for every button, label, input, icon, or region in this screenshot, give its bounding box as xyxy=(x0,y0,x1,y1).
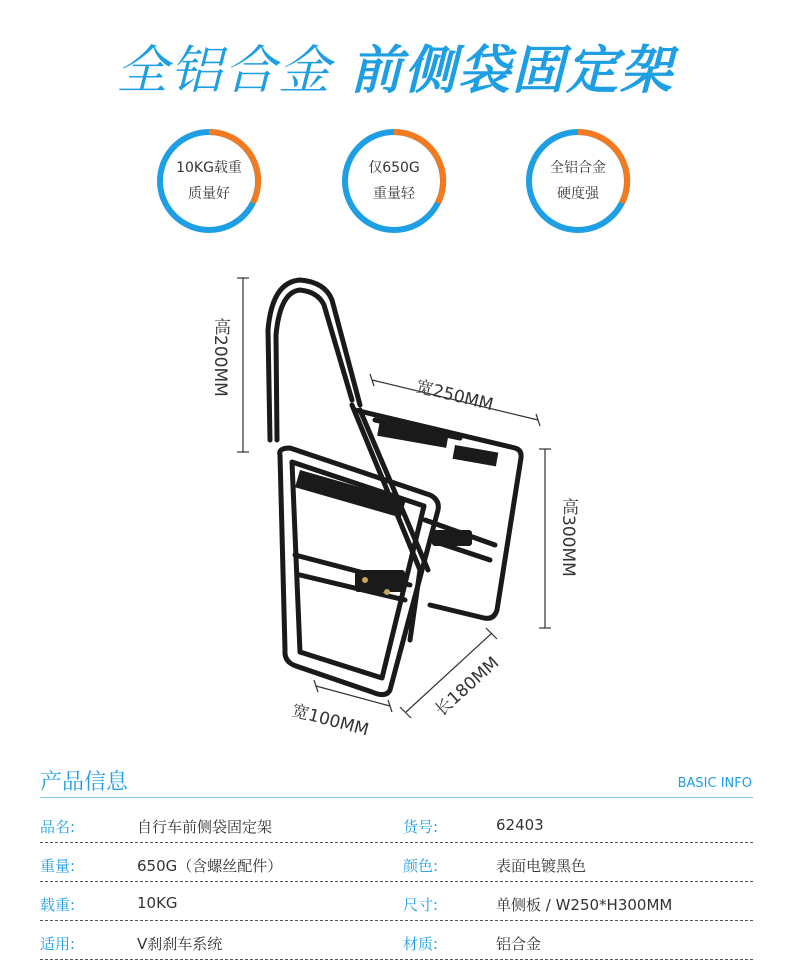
spec-value: 表面电镀黑色 xyxy=(496,857,587,875)
spec-key: 货号: xyxy=(403,818,439,836)
table-row xyxy=(40,843,753,882)
badge-line1: 全铝合金 xyxy=(550,160,606,176)
dimension-width-250: 宽250MM xyxy=(413,376,496,416)
spec-value: 10KG xyxy=(137,894,178,912)
spec-key: 颜色: xyxy=(403,857,439,875)
info-section-subtitle: BASIC INFO xyxy=(677,776,752,791)
dimension-length-180: 长180MM xyxy=(431,652,504,721)
table-row xyxy=(40,804,753,843)
spec-key: 尺寸: xyxy=(403,896,439,914)
dimension-height-300: 高300MM xyxy=(558,498,578,577)
spec-key: 材质: xyxy=(403,935,439,953)
spec-key: 品名: xyxy=(40,818,76,836)
spec-value: 62403 xyxy=(496,816,544,834)
title-part2: 前侧袋固定架 xyxy=(350,41,675,101)
badge-line2: 硬度强 xyxy=(557,186,599,202)
spec-value: 自行车前侧袋固定架 xyxy=(137,818,273,836)
dimension-width-100: 宽100MM xyxy=(289,700,371,741)
table-row xyxy=(40,921,753,960)
badge-line2: 重量轻 xyxy=(373,186,415,202)
spec-key: 重量: xyxy=(40,857,76,875)
section-divider xyxy=(40,797,753,798)
badge-line2: 质量好 xyxy=(188,186,230,202)
spec-value: 650G（含螺丝配件） xyxy=(137,857,283,875)
table-row xyxy=(40,882,753,921)
spec-key: 适用: xyxy=(40,935,76,953)
spec-value: V刹刹车系统 xyxy=(137,935,223,953)
title-part1: 全铝合金 xyxy=(115,41,332,101)
spec-table xyxy=(40,804,753,960)
info-section-title: 产品信息 xyxy=(40,770,129,795)
badge-line1: 10KG载重 xyxy=(176,160,242,176)
dimension-height-200: 高200MM xyxy=(210,318,230,397)
spec-value: 单侧板 / W250*H300MM xyxy=(496,896,673,914)
badge-line1: 仅650G xyxy=(368,160,420,176)
spec-key: 载重: xyxy=(40,896,76,914)
spec-value: 铝合金 xyxy=(496,935,542,953)
